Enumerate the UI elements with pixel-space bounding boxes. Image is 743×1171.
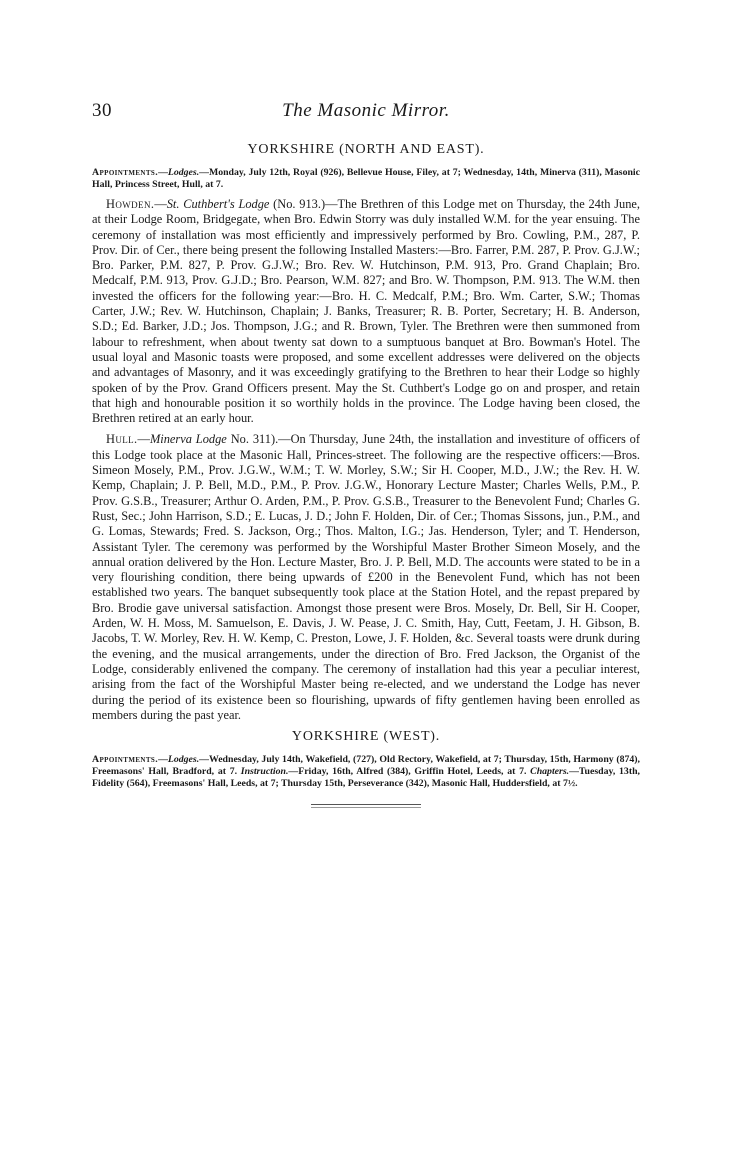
report-lodge: St. Cuthbert's Lodge <box>166 197 270 211</box>
report-dash: — <box>154 197 167 211</box>
report-dash: — <box>137 432 150 447</box>
end-rule-divider <box>311 804 421 808</box>
page-number: 30 <box>92 100 112 121</box>
appointments-sub: Lodges. <box>167 167 200 178</box>
appointments-dash: — <box>158 167 168 178</box>
appointments-paragraph <box>92 167 640 191</box>
report-howden <box>92 197 640 426</box>
section-heading: YORKSHIRE (NORTH AND EAST). <box>247 142 485 157</box>
report-place: Howden. <box>106 197 155 211</box>
report-text: No. 311).—On Thursday, June 24th, the installation and investiture of officers of this Lodge took place at the Masonic Hall, Princes-street. The following are the respective officers:—Bros. Simeon Mosely, P.M., Prov. J.G.W., W.M.; T. W. Morley, S.W.; Sir H. Cooper, M.D., J.W.; the Rev. H. W. Kemp, Chaplain; J. P. Bell, M.D., P.M., P. Prov. J.G.W., Honorary Lecture Master; Charles Wells, P.M., P. Prov. G.S.B., Treasurer; Arthur O. Arden, P.M., P. Prov. G.S.B., Treasurer to the Benevolent Fund; Charles G. Rust, Sec.; John Harrison, S.D.; E. Lucas, J. D.; John F. Holden, Dir. of Cer.; Thomas Sissons, jun., P.M., and G. Lomas, Stewards; Fred. S. Jackson, Org.; Thos. Malton, I.G.; Jas. Henderson, Tyler; and T. Henderson, Assistant Tyler. The ceremony was performed by the Worshipful Master Brother Simeon Mosely, and the annual oration delivered by the Hon. Lecture Master, Bro. J. P. Bell, M.D. The accounts were stated to be in a very flourishing condition, there being upwards of £200 in the Benevolent Fund, which has not been established two years. The banquet subsequently took place at the Station Hotel, and the repast prepared by Bro. Brodie gave universal satisfaction. Amongst those present were Bros. Mosely, Dr. Bell, Sir H. Cooper, Arden, W. H. Moss, M. Samuelson, E. Davis, J. W. Pease, J. C. Smith, Hay, Cutt, Feetam, J. H. Gibson, B. Jacobs, T. W. Morley, Rev. H. W. Kemp, C. Preston, Lowe, J. F. Holden, &c. Several toasts were drunk during the evening, and the musical arrangements, under the direction of Bro. Fred Jackson, the Organist of the Lodge, considerably enlivened the company. The ceremony of installation had this year a peculiar interest, arising from the fact of the Worshipful Master being re-elected, and we understand the Lodge has never during the period of its existence been so flourishing, upwards of fifty gentlemen having been enrolled as members during the past year. <box>92 432 640 722</box>
appointments-sub: Lodges. <box>167 754 200 766</box>
section-west <box>92 729 640 790</box>
appointments-dash: — <box>158 754 168 766</box>
page <box>92 100 640 808</box>
running-head <box>92 100 640 126</box>
report-lodge: Minerva Lodge <box>149 432 227 447</box>
appointments-paragraph <box>92 754 640 790</box>
section-north-east <box>92 142 640 723</box>
report-hull <box>92 432 640 723</box>
appointments-text: —Monday, July 12th, Royal (926), Bellevue House, Filey, at 7; Wednesday, 14th, Minerva (311), Masonic Hall, Princess Street, Hull, at 7. <box>92 167 640 190</box>
appointments-label: Appointments. <box>92 167 159 178</box>
appointments-sub-chapters: Chapters. <box>530 766 570 778</box>
appointments-text-instruction: —Friday, 16th, Alfred (384), Griffin Hotel, Leeds, at 7. <box>288 766 531 778</box>
appointments-text-chapters: —Tuesday, 13th, Fidelity (564), Freemasons' Hall, Leeds, at 7; Thursday 15th, Perseverance (342), Masonic Hall, Huddersfield, at 7½. <box>92 766 640 790</box>
journal-title: The Masonic Mirror. <box>282 100 450 121</box>
report-place: Hull. <box>106 432 138 447</box>
appointments-label: Appointments. <box>92 754 159 766</box>
report-text: (No. 913.)—The Brethren of this Lodge met on Thursday, the 24th June, at their Lodge Room, Bridgegate, when Bro. Edwin Storry was duly installed W.M. for the year ensuing. The ceremony of installation was most efficiently and impressively performed by Bro. Cowling, P.M., 287, P. Prov. Dir. of Cer., there being present the following Installed Masters:—Bro. Farrer, P.M. 287, P. Prov. G.J.W.; Bro. Parker, P.M. 827, P. Prov. G.J.W.; Bro. Rev. W. Hutchinson, P.M. 913, Pro. Grand Chaplain; Bro. Medcalf, P.M. 913, Prov. G.J.D.; Bro. Pearson, W.M. 827; and Bro. W. Thompson, P.M. 913. The W.M. then invested the officers for the following year:—Bro. H. C. Medcalf, P.M.; Bro. Wm. Carter, S.W.; Thomas Carter, J.W.; Rev. W. Hutchinson, Chaplain; J. Banks, Treasurer; R. B. Porter, Secretary; H. B. Anderson, S.D.; Ed. Barker, J.D.; Jos. Thompson, J.G.; and R. Brown, Tyler. The Brethren were then summoned from labour to refreshment, when about twenty sat down to a sumptuous banquet at Bro. Bowman's Hotel. The usual loyal and Masonic toasts were proposed, and some excellent addresses were delivered on the objects and advantages of Masonry, and it was exceedingly gratifying to the Brethren to hear their Lodge so highly spoken of by the Prov. Grand Officers present. May the St. Cuthbert's Lodge go on and prosper, and retain that high and honourable position it so worthily holds in the province. The Lodge having been closed, the Brethren retired at an early hour. <box>92 197 641 426</box>
section-heading: YORKSHIRE (WEST). <box>291 729 441 745</box>
appointments-sub-instruction: Instruction. <box>240 766 289 778</box>
appointments-text: —Wednesday, July 14th, Wakefield, (727), Old Rectory, Wakefield, at 7; Thursday, 15th, Harmony (874), Freemasons' Hall, Bradford, at 7. <box>92 754 640 778</box>
